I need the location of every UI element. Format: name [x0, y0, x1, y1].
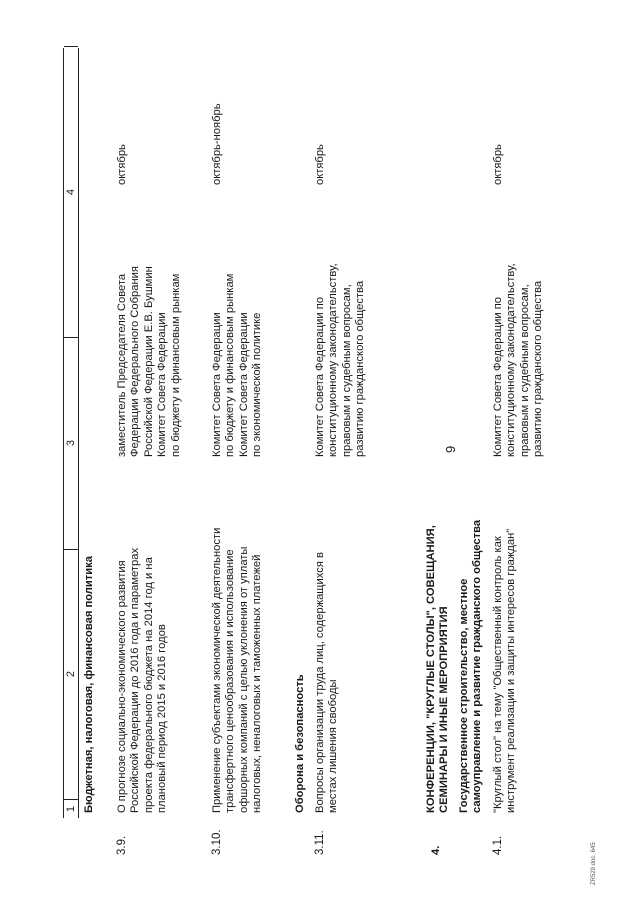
item-title	[211, 528, 265, 813]
header-col-3: 3	[64, 337, 78, 550]
chapter-heading-line: КОНФЕРЕНЦИИ, "КРУГЛЫЕ СТОЛЫ", СОВЕЩАНИЯ,	[425, 525, 437, 813]
item-title-line: Применение субъектами экономической деятельности	[211, 527, 223, 813]
item-responsible-line: Федерации Федерального Собрания	[129, 266, 142, 457]
item-responsible-line: Комитет Совета Федерации по	[492, 296, 504, 457]
item-title-line: трансфертного ценообразования и использование	[224, 549, 237, 813]
item-number: 3.10.	[211, 829, 223, 855]
item-responsible-line: Комитет Совета Федерации	[211, 312, 223, 457]
item-responsible-line: конституционному законодательству,	[505, 263, 518, 457]
item-responsible-line: Комитет Совета Федерации по	[314, 296, 326, 457]
item-title-line: местах лишения свободы	[327, 679, 340, 813]
section-heading-line: Бюджетная, налоговая, финансовая политика	[83, 556, 95, 813]
item-title-line: О прогнозе социально-экономического развития	[116, 560, 128, 813]
table-header	[63, 48, 79, 818]
item-term: октябрь	[314, 144, 326, 185]
item-responsible-line: развитию гражданского общества	[532, 280, 545, 457]
section-heading	[83, 556, 96, 813]
chapter-number: 4.	[430, 845, 442, 855]
item-responsible-line: по бюджету и финансовым рынкам	[169, 273, 182, 457]
item-responsible-line: Комитет Совета Федерации	[156, 312, 169, 457]
section-heading-line: Государственное строительство, местное	[458, 578, 470, 813]
item-number: 3.9.	[116, 835, 128, 855]
item-title-line: налоговых, неналоговых и таможенных платежей	[251, 554, 264, 813]
item-title-line: "Круглый стол" на тему "Общественный контроль как	[492, 536, 504, 813]
item-responsible-line: конституционному законодательству,	[327, 263, 340, 457]
item-responsible-line: правовым и судебным вопросам,	[518, 284, 531, 457]
item-term: октябрь	[116, 144, 128, 185]
item-responsible-line: по экономической политике	[251, 312, 264, 457]
section-heading-line: Оборона и безопасность	[294, 674, 306, 813]
item-responsible	[492, 263, 546, 457]
chapter-heading-line: СЕМИНАРЫ И ИНЫЕ МЕРОПРИЯТИЯ	[438, 606, 451, 813]
header-col-1: 1	[65, 805, 77, 813]
chapter-heading	[425, 525, 452, 813]
item-title-line: Российской Федерации до 2016 года и параметрах	[129, 547, 142, 813]
item-number: 4.1.	[492, 835, 504, 855]
item-responsible	[116, 266, 183, 457]
page-number: 9	[443, 445, 458, 453]
item-responsible	[211, 274, 265, 457]
item-responsible-line: Российской Федерации Е.В. Бушмин	[142, 266, 155, 457]
item-title	[492, 529, 519, 813]
item-number: 3.11.	[314, 830, 326, 855]
footer-stamp: ZR529 doc. 645	[591, 842, 597, 885]
header-col-2: 2	[64, 549, 78, 800]
item-title	[314, 552, 341, 813]
item-title-line: инструмент реализации и защиты интересов граждан"	[505, 528, 518, 813]
item-title-line: Вопросы организации труда лиц, содержащихся в	[314, 552, 326, 813]
section-heading-line: самоуправление и развитие гражданского общества	[471, 519, 484, 813]
item-responsible-line: правовым и судебным вопросам,	[340, 284, 353, 457]
item-term: октябрь	[492, 144, 504, 185]
item-responsible-line: заместитель Председателя Совета	[116, 273, 128, 457]
item-title-line: офшорных компаний с целью уклонения от уплаты	[237, 546, 250, 813]
item-responsible-line: Комитет Совета Федерации	[237, 312, 250, 457]
item-responsible	[314, 263, 368, 457]
header-col-4: 4	[64, 46, 78, 338]
item-title-line: проекта федерального бюджета на 2014 год и на	[142, 557, 155, 813]
section-heading	[458, 520, 485, 813]
item-title	[116, 548, 170, 813]
item-title-line: плановый период 2015 и 2016 годов	[156, 624, 169, 813]
item-responsible-line: развитию гражданского общества	[354, 280, 367, 457]
item-responsible-line: по бюджету и финансовым рынкам	[224, 273, 237, 457]
item-term: октябрь-ноябрь	[211, 103, 223, 185]
section-heading	[294, 674, 307, 813]
